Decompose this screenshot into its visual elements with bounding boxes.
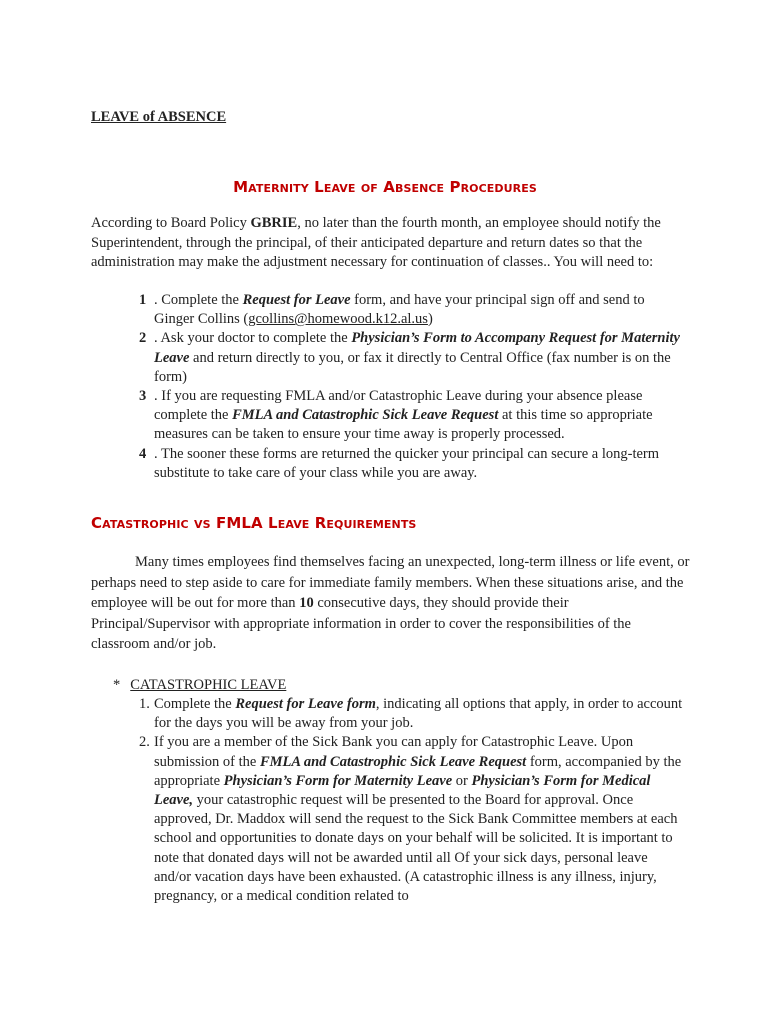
step-number: 3 — [139, 388, 147, 405]
item-number: 1. — [139, 696, 150, 712]
item-number: 2. — [139, 734, 150, 751]
list-item — [139, 291, 684, 329]
medical-physician-form-name: Physician’s Form for Medical Leave, — [154, 772, 651, 809]
item-text: , indicating all options that apply, in order to account for the days you will be away from your job. — [154, 696, 683, 732]
request-for-leave-form-name: Request for Leave — [242, 292, 351, 308]
step-text: at this time so appropriate measures can be taken to ensure your time away is properly processed. — [154, 407, 653, 443]
step-text: form, and have your principal sign off and send to Ginger Collins ( — [154, 292, 645, 328]
step-number: 2 — [139, 330, 147, 347]
list-item — [139, 733, 684, 906]
catastrophic-leave-list — [139, 695, 684, 906]
intro-text-2: , no later than the fourth month, an employee should notify the Superintendent, through the principal, of their anticipated departure and return dates so that the administration may make the adjustment necessary for continuation of classes.. You will need to: — [91, 215, 661, 270]
bullet-star-icon: * — [113, 677, 121, 693]
catastrophic-leave-heading — [113, 675, 286, 695]
page-title: LEAVE of ABSENCE — [91, 109, 227, 125]
step-text: . Ask your doctor to complete the — [154, 330, 352, 347]
physician-form-name: Physician’s Form to Accompany Request for Maternity Leave — [154, 330, 680, 366]
leave-requirements-paragraph — [91, 552, 691, 655]
step-number: 4 — [139, 445, 147, 462]
item-text: your catastrophic request will be presented to the Board for approval. Once approved, Dr. Maddox will send the request to the Sick Bank Committee members at each school and opportunities to donate days on your behalf will be solicited. It is important to note that donated days will not be awarded until all Of your sick days, personal leave and/or vacation days have been exhausted. (A catastrophic illness is any illness, injury, pregnancy, or a medical condition related to — [154, 792, 678, 905]
request-for-leave-form-name: Request for Leave form — [235, 696, 376, 712]
step-text: . The sooner these forms are returned the quicker your principal can secure a long-term substitute to take care of your class while you are away. — [154, 445, 660, 481]
step-text: . Complete the — [154, 292, 243, 308]
list-item — [139, 445, 684, 483]
step-number: 1 — [139, 292, 147, 308]
list-item — [139, 387, 684, 445]
fmla-form-name: FMLA and Catastrophic Sick Leave Request — [232, 407, 499, 424]
maternity-steps-list — [139, 291, 684, 483]
item-text: form, accompanied by the appropriate — [154, 753, 682, 789]
board-policy-paragraph — [91, 214, 691, 273]
item-text: or — [452, 772, 472, 789]
maternity-procedures-heading: Maternity Leave of Absence Procedures — [233, 178, 537, 196]
catastrophic-vs-fmla-heading: Catastrophic vs FMLA Leave Requirements — [91, 514, 417, 532]
email-link[interactable]: gcollins@homewood.k12.al.us — [248, 311, 428, 328]
list-item — [139, 329, 684, 387]
consecutive-days-count: 10 — [299, 595, 314, 612]
policy-code: GBRIE — [250, 215, 298, 231]
step-text: . If you are requesting FMLA and/or Catastrophic Leave during your absence please complete the — [154, 388, 643, 424]
fmla-form-name: FMLA and Catastrophic Sick Leave Request — [259, 753, 527, 770]
list-item — [139, 695, 684, 733]
intro-text-1: According to Board Policy — [91, 215, 251, 231]
item-text: Complete the — [154, 696, 236, 712]
step-text: and return directly to you, or fax it directly to Central Office (fax number is on the form) — [154, 349, 671, 385]
step-text: ) — [427, 311, 433, 328]
item-text: If you are a member of the Sick Bank you can apply for Catastrophic Leave. Upon submission of the — [154, 734, 634, 770]
para-text-1: Many times employees find themselves facing an unexpected, long-term illness or life event, or perhaps need to step aside to care for immediate family members. When these situations arise, and the employee will be out for more than — [91, 554, 690, 612]
para-text-2: consecutive days, they should provide their Principal/Supervisor with appropriate information in order to cover the responsibilities of the classroom and/or job. — [91, 595, 631, 653]
maternity-physician-form-name: Physician’s Form for Maternity Leave — [223, 772, 453, 789]
catastrophic-leave-label: CATASTROPHIC LEAVE — [130, 677, 287, 693]
